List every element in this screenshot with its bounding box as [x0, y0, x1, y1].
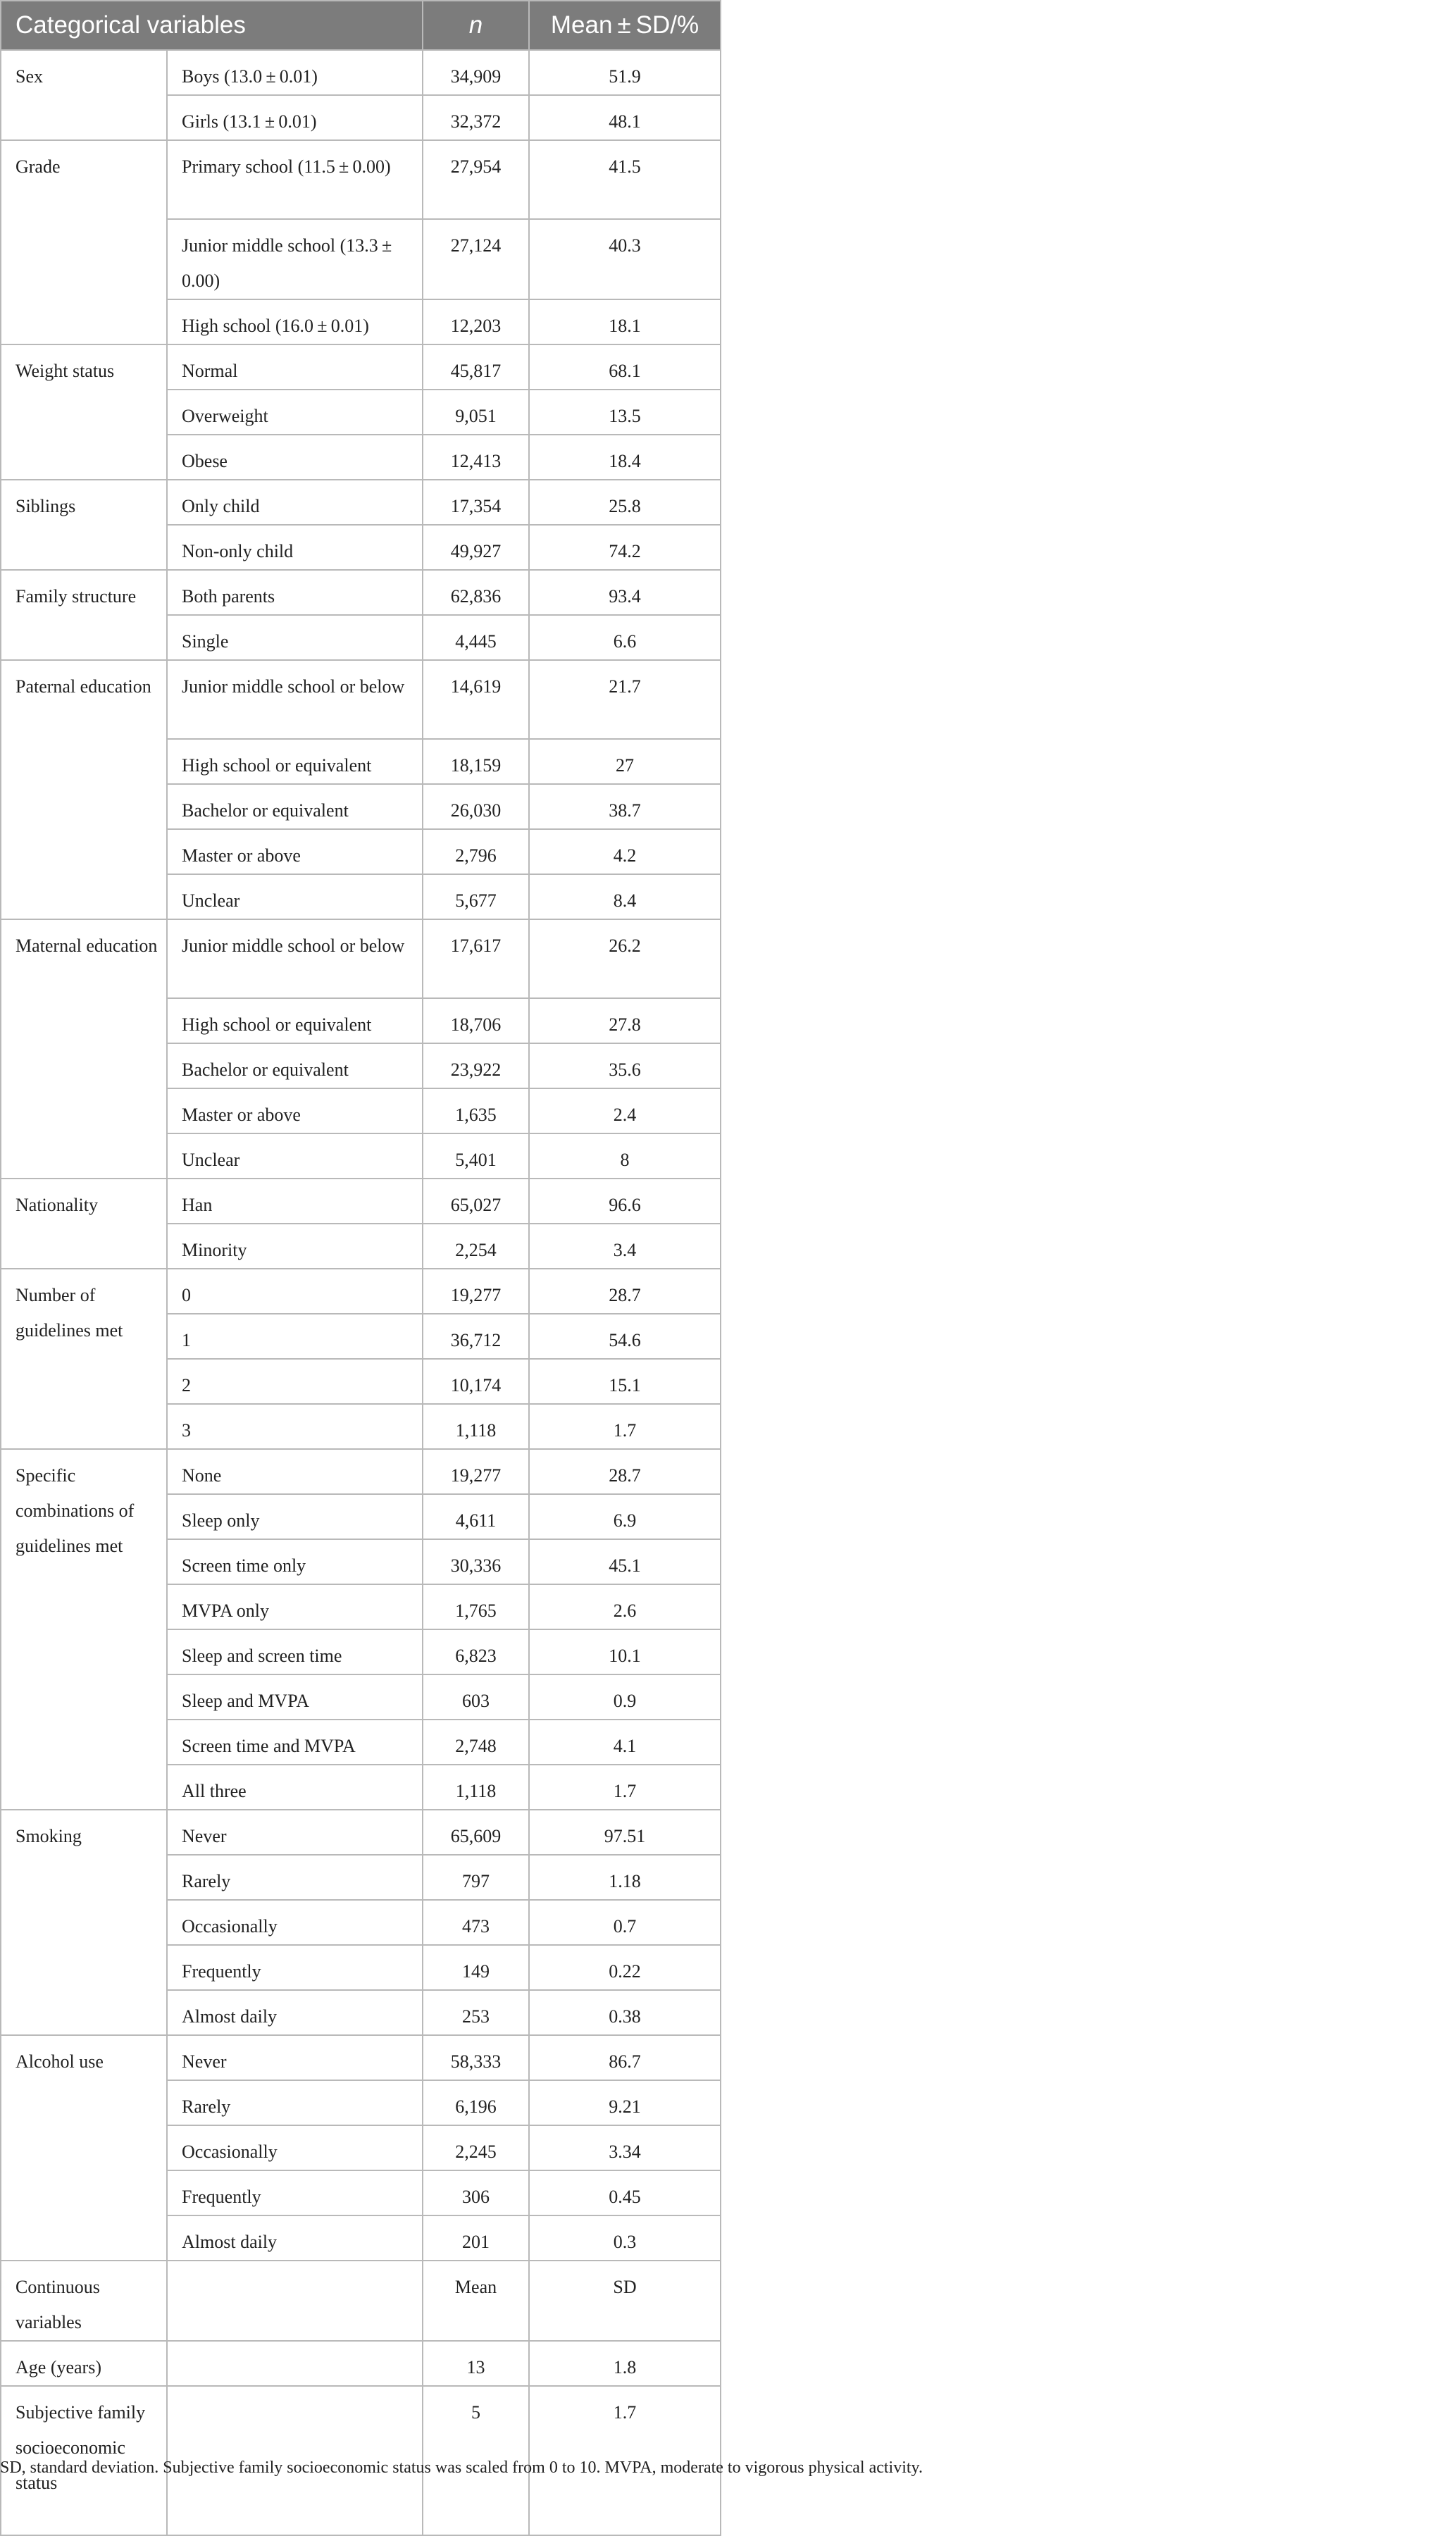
n-value: 18,706: [423, 998, 529, 1043]
n-value: 149: [423, 1945, 529, 1990]
mean-sd-value: 68.1: [529, 344, 721, 390]
table-row: [1, 344, 721, 390]
subcategory-label: Junior middle school (13.3 ± 0.00): [167, 219, 423, 299]
category-label: Smoking: [1, 1810, 167, 2035]
mean-sd-value: 13.5: [529, 390, 721, 435]
n-value: 34,909: [423, 50, 529, 95]
mean-sd-value: 1.18: [529, 1855, 721, 1900]
mean-sd-value: 6.6: [529, 615, 721, 660]
n-value: 18,159: [423, 739, 529, 784]
mean-sd-value: 1.8: [529, 2341, 721, 2386]
subcategory-label: Boys (13.0 ± 0.01): [167, 50, 423, 95]
subcategory-label: Frequently: [167, 1945, 423, 1990]
subcategory-label: Never: [167, 1810, 423, 1855]
subcategory-label: Minority: [167, 1224, 423, 1269]
subcategory-label: 3: [167, 1404, 423, 1449]
n-value: 201: [423, 2215, 529, 2261]
subcategory-label: High school (16.0 ± 0.01): [167, 299, 423, 344]
category-label: Paternal education: [1, 660, 167, 919]
table-row: [1, 2261, 721, 2341]
n-value: 473: [423, 1900, 529, 1945]
mean-sd-value: 1.7: [529, 1404, 721, 1449]
n-value: 797: [423, 1855, 529, 1900]
mean-sd-value: 54.6: [529, 1314, 721, 1359]
subcategory-label: Bachelor or equivalent: [167, 784, 423, 829]
header-row: [1, 1, 721, 50]
mean-sd-value: 51.9: [529, 50, 721, 95]
mean-sd-value: 25.8: [529, 480, 721, 525]
table-row: [1, 2341, 721, 2386]
n-value: 17,617: [423, 919, 529, 998]
subcategory-label: None: [167, 1449, 423, 1494]
category-label: Number of guidelines met: [1, 1269, 167, 1449]
subcategory-label: Frequently: [167, 2170, 423, 2215]
subcategory-label: 0: [167, 1269, 423, 1314]
subcategory-label: Sleep and screen time: [167, 1629, 423, 1674]
subcategory-label: Normal: [167, 344, 423, 390]
category-label: Maternal education: [1, 919, 167, 1179]
subcategory-label: High school or equivalent: [167, 998, 423, 1043]
n-value: 65,609: [423, 1810, 529, 1855]
n-value: 1,635: [423, 1088, 529, 1133]
n-value: 306: [423, 2170, 529, 2215]
table-row: [1, 1179, 721, 1224]
n-value: 1,118: [423, 1765, 529, 1810]
subcategory-label: Non-only child: [167, 525, 423, 570]
subcategory-label: Screen time only: [167, 1539, 423, 1584]
n-value: 6,823: [423, 1629, 529, 1674]
n-value: 2,245: [423, 2125, 529, 2170]
subcategory-label: Only child: [167, 480, 423, 525]
subcategory-label: Girls (13.1 ± 0.01): [167, 95, 423, 140]
mean-sd-value: 86.7: [529, 2035, 721, 2080]
n-value: 19,277: [423, 1449, 529, 1494]
subcategory-label: Occasionally: [167, 1900, 423, 1945]
mean-sd-value: 18.4: [529, 435, 721, 480]
n-value: 5: [423, 2386, 529, 2535]
mean-sd-value: SD: [529, 2261, 721, 2341]
n-value: 253: [423, 1990, 529, 2035]
category-label: Continuous variables: [1, 2261, 167, 2341]
table-row: [1, 919, 721, 998]
table-row: [1, 50, 721, 95]
subcategory-label: Rarely: [167, 1855, 423, 1900]
n-value: 5,677: [423, 874, 529, 919]
subcategory-label: Primary school (11.5 ± 0.00): [167, 140, 423, 219]
mean-sd-value: 4.1: [529, 1720, 721, 1765]
mean-sd-value: 97.51: [529, 1810, 721, 1855]
n-value: Mean: [423, 2261, 529, 2341]
category-label: Alcohol use: [1, 2035, 167, 2261]
mean-sd-value: 8.4: [529, 874, 721, 919]
header-mean-sd: Mean ± SD/%: [529, 1, 721, 50]
mean-sd-value: 0.38: [529, 1990, 721, 2035]
subcategory-label: 2: [167, 1359, 423, 1404]
mean-sd-value: 96.6: [529, 1179, 721, 1224]
n-value: 26,030: [423, 784, 529, 829]
n-value: 4,445: [423, 615, 529, 660]
mean-sd-value: 28.7: [529, 1449, 721, 1494]
mean-sd-value: 41.5: [529, 140, 721, 219]
n-value: 19,277: [423, 1269, 529, 1314]
n-value: 2,254: [423, 1224, 529, 1269]
n-value: 62,836: [423, 570, 529, 615]
n-value: 4,611: [423, 1494, 529, 1539]
subcategory-label: Overweight: [167, 390, 423, 435]
mean-sd-value: 26.2: [529, 919, 721, 998]
n-value: 45,817: [423, 344, 529, 390]
subcategory-label: Screen time and MVPA: [167, 1720, 423, 1765]
mean-sd-value: 2.6: [529, 1584, 721, 1629]
n-value: 12,413: [423, 435, 529, 480]
subcategory-label: Unclear: [167, 1133, 423, 1179]
mean-sd-value: 3.4: [529, 1224, 721, 1269]
mean-sd-value: 2.4: [529, 1088, 721, 1133]
table-row: [1, 570, 721, 615]
mean-sd-value: 1.7: [529, 1765, 721, 1810]
n-value: 36,712: [423, 1314, 529, 1359]
mean-sd-value: 93.4: [529, 570, 721, 615]
subcategory-label: Almost daily: [167, 2215, 423, 2261]
table-row: [1, 1449, 721, 1494]
subcategory-label: Almost daily: [167, 1990, 423, 2035]
mean-sd-value: 1.7: [529, 2386, 721, 2535]
subcategory-label: Sleep only: [167, 1494, 423, 1539]
mean-sd-value: 15.1: [529, 1359, 721, 1404]
n-value: 1,765: [423, 1584, 529, 1629]
data-table: [0, 0, 721, 2536]
subcategory-label: MVPA only: [167, 1584, 423, 1629]
mean-sd-value: 38.7: [529, 784, 721, 829]
mean-sd-value: 3.34: [529, 2125, 721, 2170]
subcategory-label: Bachelor or equivalent: [167, 1043, 423, 1088]
category-label: Age (years): [1, 2341, 167, 2386]
mean-sd-value: 28.7: [529, 1269, 721, 1314]
n-value: 14,619: [423, 660, 529, 739]
subcategory-label: Junior middle school or below: [167, 919, 423, 998]
subcategory-label: [167, 2261, 423, 2341]
n-value: 30,336: [423, 1539, 529, 1584]
mean-sd-value: 27: [529, 739, 721, 784]
table-row: [1, 660, 721, 739]
n-value: 27,124: [423, 219, 529, 299]
mean-sd-value: 74.2: [529, 525, 721, 570]
category-label: Sex: [1, 50, 167, 140]
mean-sd-value: 0.7: [529, 1900, 721, 1945]
mean-sd-value: 6.9: [529, 1494, 721, 1539]
n-value: 2,748: [423, 1720, 529, 1765]
n-value: 5,401: [423, 1133, 529, 1179]
table-row: [1, 1810, 721, 1855]
subcategory-label: Junior middle school or below: [167, 660, 423, 739]
footnote-container: [0, 2459, 1456, 2487]
subcategory-label: Master or above: [167, 1088, 423, 1133]
table-row: [1, 140, 721, 219]
category-label: Weight status: [1, 344, 167, 480]
subcategory-label: Both parents: [167, 570, 423, 615]
subcategory-label: All three: [167, 1765, 423, 1810]
mean-sd-value: 4.2: [529, 829, 721, 874]
mean-sd-value: 21.7: [529, 660, 721, 739]
subcategory-label: Occasionally: [167, 2125, 423, 2170]
subcategory-label: [167, 2341, 423, 2386]
mean-sd-value: 48.1: [529, 95, 721, 140]
mean-sd-value: 18.1: [529, 299, 721, 344]
n-value: 65,027: [423, 1179, 529, 1224]
footnote: SD, standard deviation. Subjective family socioeconomic status was scaled from 0 to 10. MVPA, moderate to vigorous physical activity.: [0, 2459, 923, 2477]
subcategory-label: Master or above: [167, 829, 423, 874]
mean-sd-value: 0.3: [529, 2215, 721, 2261]
n-value: 2,796: [423, 829, 529, 874]
category-label: Family structure: [1, 570, 167, 660]
header-n: n: [423, 1, 529, 50]
table-row: [1, 1269, 721, 1314]
category-label: Siblings: [1, 480, 167, 570]
mean-sd-value: 0.22: [529, 1945, 721, 1990]
n-value: 6,196: [423, 2080, 529, 2125]
n-value: 49,927: [423, 525, 529, 570]
subcategory-label: Never: [167, 2035, 423, 2080]
mean-sd-value: 35.6: [529, 1043, 721, 1088]
subcategory-label: High school or equivalent: [167, 739, 423, 784]
n-value: 32,372: [423, 95, 529, 140]
n-value: 23,922: [423, 1043, 529, 1088]
subcategory-label: Single: [167, 615, 423, 660]
mean-sd-value: 40.3: [529, 219, 721, 299]
mean-sd-value: 10.1: [529, 1629, 721, 1674]
subcategory-label: Unclear: [167, 874, 423, 919]
table-row: [1, 2035, 721, 2080]
n-value: 27,954: [423, 140, 529, 219]
n-value: 9,051: [423, 390, 529, 435]
subcategory-label: Han: [167, 1179, 423, 1224]
subcategory-label: 1: [167, 1314, 423, 1359]
n-value: 12,203: [423, 299, 529, 344]
category-label: Subjective family socioeconomic status: [1, 2386, 167, 2535]
category-label: Specific combinations of guidelines met: [1, 1449, 167, 1810]
category-label: Nationality: [1, 1179, 167, 1269]
n-value: 1,118: [423, 1404, 529, 1449]
mean-sd-value: 8: [529, 1133, 721, 1179]
n-value: 603: [423, 1674, 529, 1720]
mean-sd-value: 45.1: [529, 1539, 721, 1584]
n-value: 10,174: [423, 1359, 529, 1404]
n-value: 13: [423, 2341, 529, 2386]
category-label: Grade: [1, 140, 167, 344]
header-categorical-variables: Categorical variables: [1, 1, 423, 50]
mean-sd-value: 27.8: [529, 998, 721, 1043]
table-row: [1, 480, 721, 525]
subcategory-label: Sleep and MVPA: [167, 1674, 423, 1720]
mean-sd-value: 0.9: [529, 1674, 721, 1720]
n-value: 58,333: [423, 2035, 529, 2080]
mean-sd-value: 0.45: [529, 2170, 721, 2215]
table-body: [1, 50, 721, 2535]
n-value: 17,354: [423, 480, 529, 525]
subcategory-label: Rarely: [167, 2080, 423, 2125]
subcategory-label: Obese: [167, 435, 423, 480]
mean-sd-value: 9.21: [529, 2080, 721, 2125]
